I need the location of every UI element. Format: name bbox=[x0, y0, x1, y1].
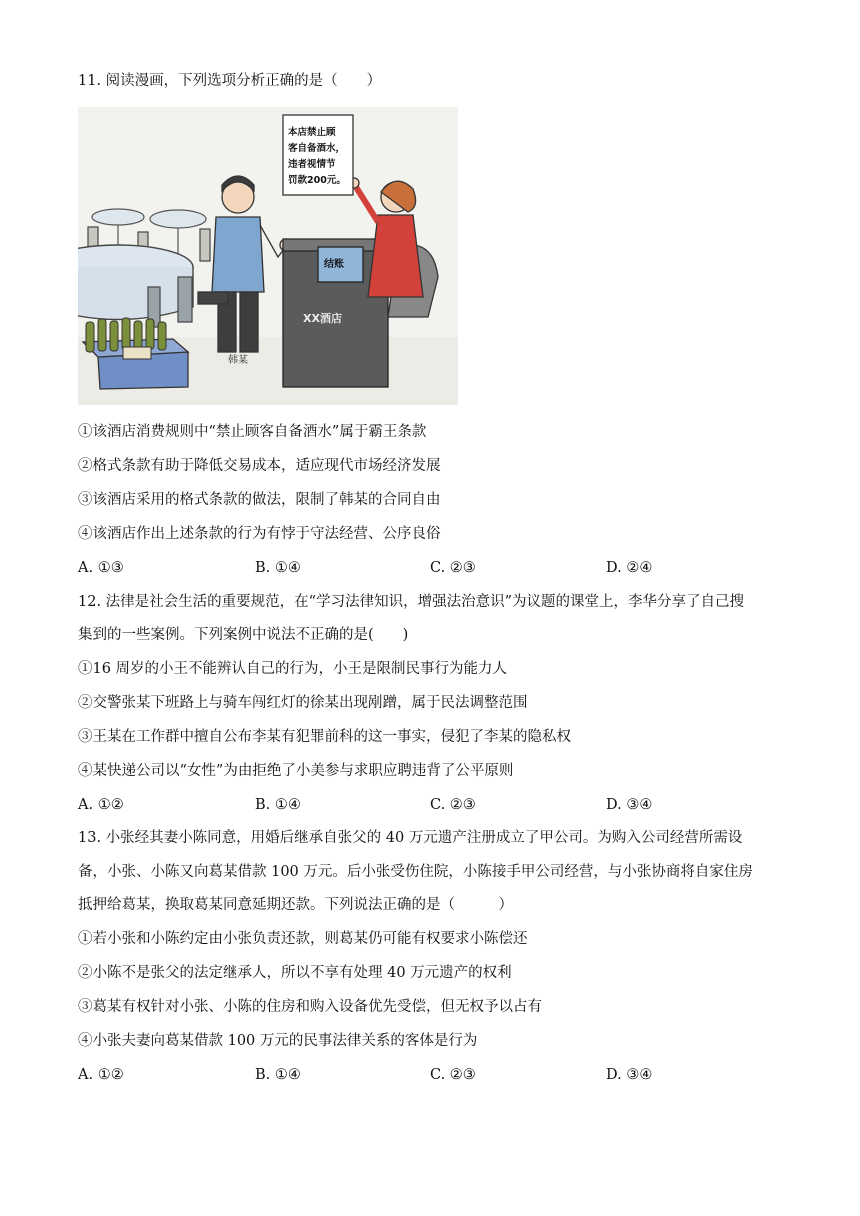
cartoon-image bbox=[78, 107, 458, 405]
q13-item-4: ④小张夫妻向葛某借款 100 万元的民事法律关系的客体是行为 bbox=[78, 1033, 478, 1049]
q13-option-b: B. ①④ bbox=[255, 1067, 301, 1083]
q12-stem-line-1: 12. 法律是社会生活的重要规范，在“学习法律知识，增强法治意识”为议题的课堂上，李华分享了自己搜 bbox=[78, 594, 744, 610]
q12-option-a: A. ①② bbox=[78, 797, 124, 813]
q11-item-1: ①该酒店消费规则中“禁止顾客自备酒水”属于霸王条款 bbox=[78, 424, 427, 440]
q13-option-c: C. ②③ bbox=[430, 1067, 476, 1083]
q13-item-3: ③葛某有权针对小张、小陈的住房和购入设备优先受偿，但无权予以占有 bbox=[78, 999, 542, 1015]
q11-item-2: ②格式条款有助于降低交易成本，适应现代市场经济发展 bbox=[78, 458, 441, 474]
sign-line-2: 客自备酒水， bbox=[288, 143, 346, 154]
q11-option-d: D. ②④ bbox=[606, 560, 653, 576]
q11-option-c: C. ②③ bbox=[430, 560, 476, 576]
sign-line-3: 违者视情节 bbox=[288, 159, 336, 170]
q11-stem: 11. 阅读漫画，下列选项分析正确的是（ ） bbox=[78, 73, 382, 89]
q13-item-2: ②小陈不是张父的法定继承人，所以不享有处理 40 万元遗产的权利 bbox=[78, 965, 512, 981]
q12-option-d: D. ③④ bbox=[606, 797, 653, 813]
q11-item-4: ④该酒店作出上述条款的行为有悖于守法经营、公序良俗 bbox=[78, 526, 441, 542]
q12-item-2: ②交警张某下班路上与骑车闯红灯的徐某出现剐蹭，属于民法调整范围 bbox=[78, 695, 528, 711]
q12-stem-line-2: 集到的一些案例。下列案例中说法不正确的是( ) bbox=[78, 627, 409, 643]
q12-item-1: ①16 周岁的小王不能辨认自己的行为，小王是限制民事行为能力人 bbox=[78, 661, 508, 677]
q12-item-3: ③王某在工作群中擅自公布李某有犯罪前科的这一事实，侵犯了李某的隐私权 bbox=[78, 729, 571, 745]
monitor-label: 结账 bbox=[324, 259, 344, 270]
q11-option-b: B. ①④ bbox=[255, 560, 301, 576]
q13-stem-line-1: 13. 小张经其妻小陈同意，用婚后继承自张父的 40 万元遗产注册成立了甲公司。为购入公司经营所需设 bbox=[78, 830, 743, 846]
q13-option-a: A. ①② bbox=[78, 1067, 124, 1083]
q11-option-a: A. ①③ bbox=[78, 560, 124, 576]
q13-stem-line-2: 备，小张、小陈又向葛某借款 100 万元。后小张受伤住院，小陈接手甲公司经营，与小张协商将自家住房 bbox=[78, 864, 753, 880]
q12-item-4: ④某快递公司以“女性”为由拒绝了小美参与求职应聘违背了公平原则 bbox=[78, 763, 514, 779]
desk-label: XX酒店 bbox=[303, 312, 342, 325]
q13-option-d: D. ③④ bbox=[606, 1067, 653, 1083]
q12-option-b: B. ①④ bbox=[255, 797, 301, 813]
sign-line-1: 本店禁止顾 bbox=[288, 127, 336, 138]
q13-item-1: ①若小张和小陈约定由小张负责还款，则葛某仍可能有权要求小陈偿还 bbox=[78, 931, 528, 947]
q11-item-3: ③该酒店采用的格式条款的做法，限制了韩某的合同自由 bbox=[78, 492, 441, 508]
q13-stem-line-3: 抵押给葛某，换取葛某同意延期还款。下列说法正确的是（ ） bbox=[78, 897, 513, 913]
person-label: 韩某 bbox=[228, 355, 248, 366]
sign-line-4: 罚款200元。 bbox=[288, 175, 346, 186]
q12-option-c: C. ②③ bbox=[430, 797, 476, 813]
